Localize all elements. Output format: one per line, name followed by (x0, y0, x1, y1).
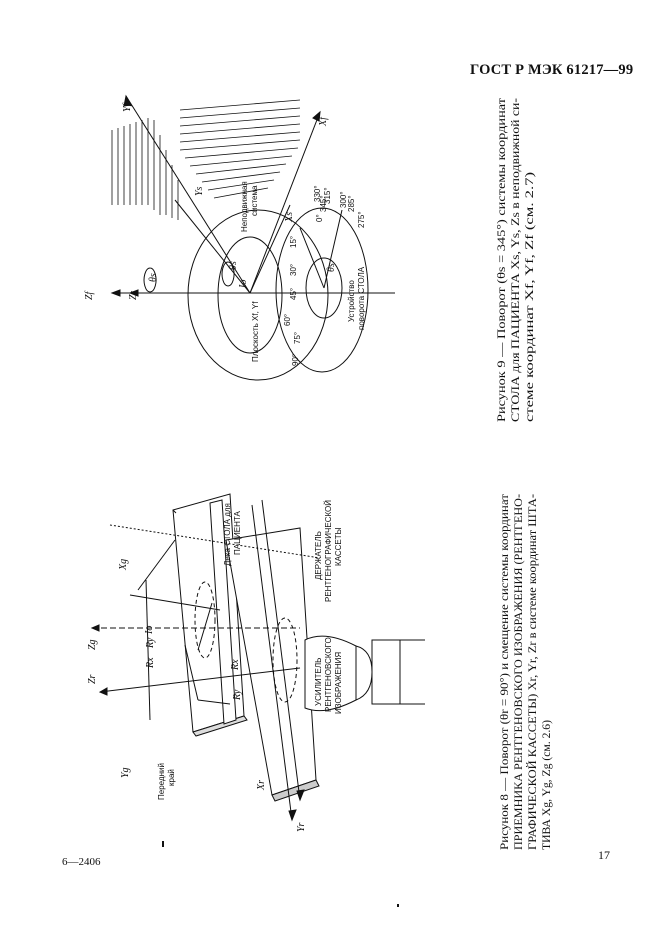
label-ry: Ry (145, 637, 156, 648)
axis-zg: Zg (87, 639, 98, 650)
intensifier-label-1: УСИЛИТЕЛЬ (314, 657, 323, 706)
axis-yr: Yr (296, 822, 307, 832)
deck-label-2: ПАЦИЕНТА (233, 511, 242, 555)
angle-285: 285° (347, 195, 356, 212)
angle-60: 60° (283, 313, 292, 326)
axis-xg: Xg (118, 558, 129, 570)
intensifier-label-3: ИЗОБРАЖЕНИЯ (334, 651, 343, 714)
label-ry: Ry (232, 689, 243, 700)
axis-yf: Yf (122, 103, 133, 112)
standard-header: ГОСТ Р МЭК 61217—99 (470, 62, 634, 78)
label-io: Io (238, 279, 249, 288)
holder-label-3: КАССЕТЫ (334, 527, 343, 566)
hatch-left (112, 118, 178, 220)
theta-s-2: θs (228, 261, 239, 270)
deck-label-1: Дека СТОЛА для (223, 503, 232, 566)
angle-345: 345° (319, 195, 328, 212)
fixed-system-label-1: Неподвижная (240, 181, 249, 232)
axis-zs: Zs (128, 290, 139, 300)
angle-30: 30° (289, 263, 298, 276)
figure-8 (92, 494, 425, 820)
axis-zf: Zf (84, 291, 95, 300)
holder-label-1: ДЕРЖАТЕЛЬ (314, 531, 323, 580)
angle-15: 15° (289, 235, 298, 248)
figure-8-caption-line-4: ТИВА Xg, Yg, Zg (см. 2.6) (541, 721, 553, 850)
angle-275: 275° (357, 211, 366, 228)
fixed-system-label-2: система (250, 185, 259, 216)
figure-9-caption-line-2: СТОЛА для ПАЦИЕНТА Xs, Ys, Zs в неподвижной си- (510, 151, 522, 422)
figure-8-caption-line-2: ПРИЕМНИКА РЕНТГЕНОВСКОГО ИЗОБРАЖЕНИЯ (РЕНТГЕНО- (513, 513, 525, 850)
angle-75: 75° (293, 331, 302, 344)
figure-9-caption-line-1: Рисунок 9 — Поворот (θs = 345°) системы координат (496, 161, 508, 422)
plane-label: Плоскость Xf, Yf (251, 301, 260, 362)
device-label-2: поворота СТОЛА (357, 266, 366, 330)
front-edge-label-2: край (167, 769, 176, 786)
page-number: 17 (598, 848, 610, 862)
figure-8-caption-line-1: Рисунок 8 — Поворот (θr = 90°) и смещение системы координат (499, 535, 511, 850)
angle-330: 330° (313, 185, 322, 202)
figure-9-caption-line-3: стеме координат Xf, Yf, Zf (см. 2.7) (524, 249, 536, 422)
axis-xr: Xr (256, 780, 267, 790)
intensifier-label-2: РЕНТГЕНОВСКОГО (324, 637, 333, 712)
front-edge-label-1: Передний (157, 763, 166, 800)
angle-0: 0° (315, 214, 324, 222)
sheet-code: 6—2406 (62, 856, 101, 868)
figure-8-labels (87, 494, 553, 850)
label-rx: Rx (145, 657, 156, 668)
angle-45: 45° (289, 287, 298, 300)
angle-300: 300° (339, 191, 348, 208)
angle-315: 315° (323, 187, 332, 204)
axis-ys: Ys (194, 186, 205, 196)
axis-xf: Xf (318, 117, 329, 126)
device-label-1: Устройство (347, 280, 356, 322)
axis-zr: Zr (87, 674, 98, 684)
figure-8-caption-line-3: ГРАФИЧЕСКОЙ КАССЕТЫ) Xr, Yr, Zr в системе координат ШТА- (527, 521, 539, 850)
axis-yg: Yg (120, 767, 131, 778)
angle-90: 90° (291, 353, 300, 366)
holder-label-2: РЕНТГЕНОГРАФИЧЕСКОЙ (324, 499, 333, 602)
label-rx: Rx (230, 659, 241, 670)
theta-s-3: θs (326, 263, 337, 272)
label-io: Io (144, 625, 155, 634)
figure-9-labels (84, 98, 536, 422)
axis-xs: Xs (284, 212, 295, 222)
theta-s-1: θs (148, 273, 159, 282)
